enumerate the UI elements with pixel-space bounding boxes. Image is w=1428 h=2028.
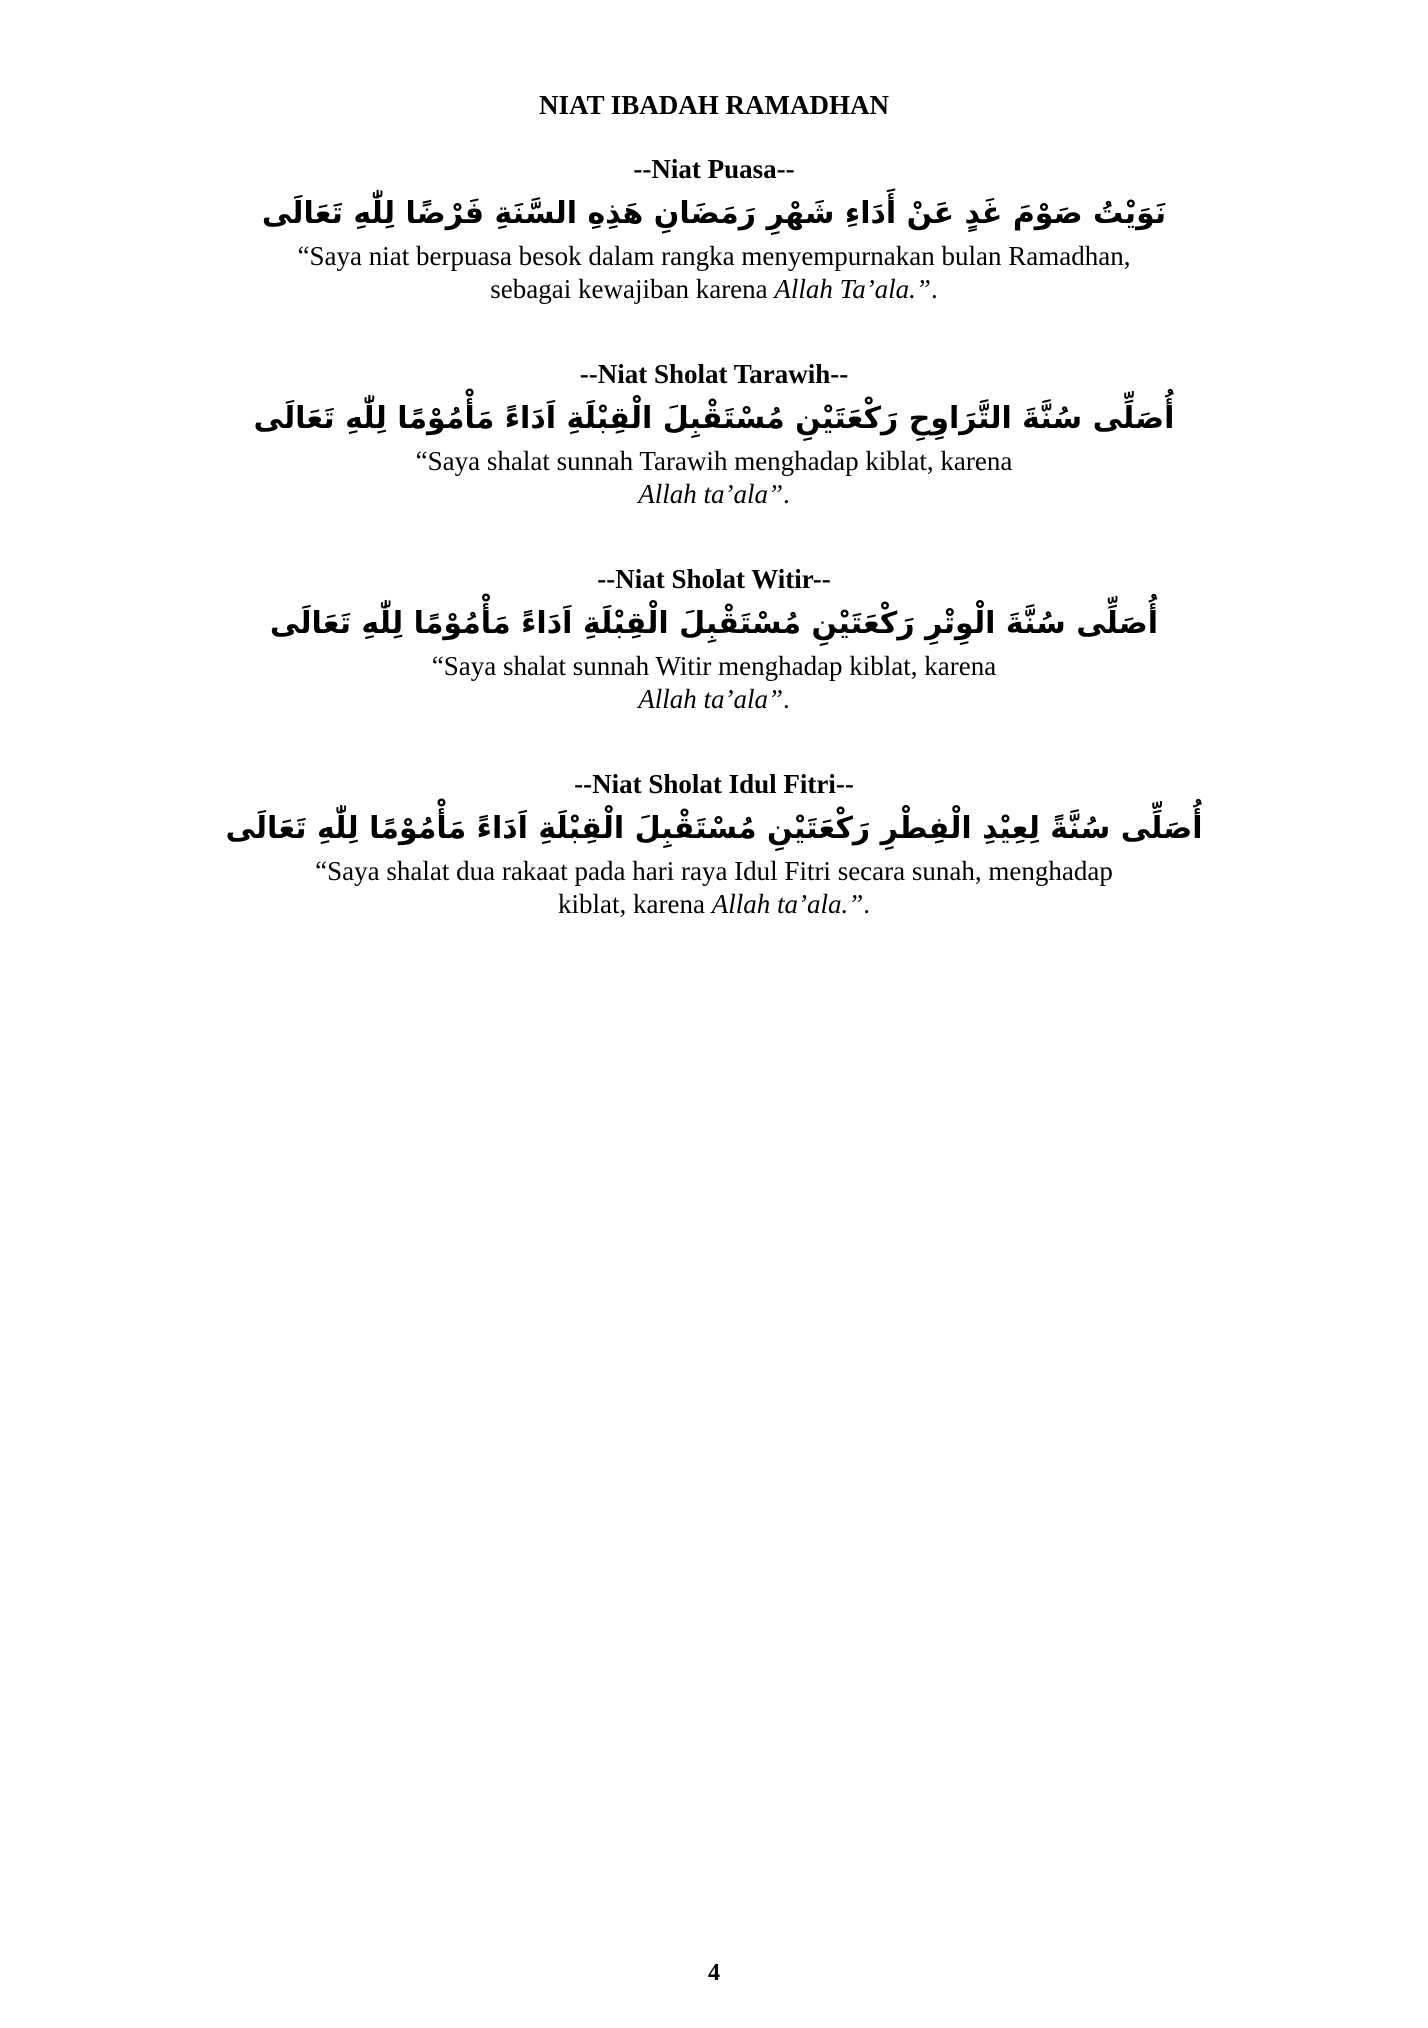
section-heading: --Niat Sholat Witir-- — [597, 564, 831, 594]
translation-suffix: . — [863, 889, 870, 919]
translation-line-1: “Saya niat berpuasa besok dalam rangka menyempurnakan bulan Ramadhan, — [297, 241, 1131, 271]
translation-prefix: sebagai kewajiban karena — [490, 274, 775, 304]
translation-suffix: . — [930, 274, 938, 304]
section-heading: --Niat Sholat Idul Fitri-- — [574, 769, 854, 799]
section-heading: --Niat Puasa-- — [633, 154, 795, 184]
translation-italic: Allah ta’ala” — [638, 479, 783, 509]
page-number: 4 — [708, 1960, 720, 1986]
translation-line-2 — [214, 273, 1214, 306]
translation-text — [214, 855, 1214, 921]
translation-line-2 — [214, 683, 1214, 716]
arabic-text: أُصَلِّى سُنَّةً لِعِيْدِ الْفِطْرِ رَكْعَتَيْنِ مُسْتَقْبِلَ الْقِبْلَةِ اَدَاءً مَأْمُوْمًا لِلّٰهِ تَعَالَى — [225, 811, 1203, 846]
translation-text — [214, 650, 1214, 716]
arabic-text: أُصَلِّى سُنَّةَ الْوِتْرِ رَكْعَتَيْنِ مُسْتَقْبِلَ الْقِبْلَةِ اَدَاءً مَأْمُوْمًا لِلّٰهِ تَعَالَى — [269, 606, 1159, 641]
translation-line-2 — [214, 888, 1214, 921]
translation-text — [214, 445, 1214, 511]
translation-italic: Allah Ta’ala.” — [774, 274, 931, 304]
translation-italic: Allah ta’ala” — [638, 684, 783, 714]
translation-line-2 — [214, 478, 1214, 511]
translation-line-1: “Saya shalat sunnah Witir menghadap kiblat, karena — [431, 651, 997, 681]
arabic-text: نَوَيْتُ صَوْمَ غَدٍ عَنْ أَدَاءِ شَهْرِ رَمَضَانِ هَذِهِ السَّنَةِ فَرْضًا لِلّٰهِ تَعَالَى — [261, 196, 1167, 231]
document-title: NIAT IBADAH RAMADHAN — [538, 90, 889, 120]
translation-text — [214, 240, 1214, 306]
translation-suffix: . — [783, 684, 790, 714]
section-niat-idul-fitri — [0, 767, 1428, 921]
arabic-text: أُصَلِّى سُنَّةَ التَّرَاوِحِ رَكْعَتَيْنِ مُسْتَقْبِلَ الْقِبْلَةِ اَدَاءً مَأْمُوْمًا لِلّٰهِ تَعَالَى — [253, 401, 1175, 436]
translation-line-1: “Saya shalat dua rakaat pada hari raya Idul Fitri secara sunah, menghadap — [315, 856, 1113, 886]
section-niat-witir — [0, 562, 1428, 716]
translation-italic: Allah ta’ala.” — [711, 889, 864, 919]
section-niat-tarawih — [0, 357, 1428, 511]
translation-line-1: “Saya shalat sunnah Tarawih menghadap kiblat, karena — [415, 446, 1013, 476]
translation-suffix: . — [783, 479, 790, 509]
section-niat-puasa — [0, 152, 1428, 306]
translation-prefix: kiblat, karena — [558, 889, 712, 919]
section-heading: --Niat Sholat Tarawih-- — [579, 359, 849, 389]
